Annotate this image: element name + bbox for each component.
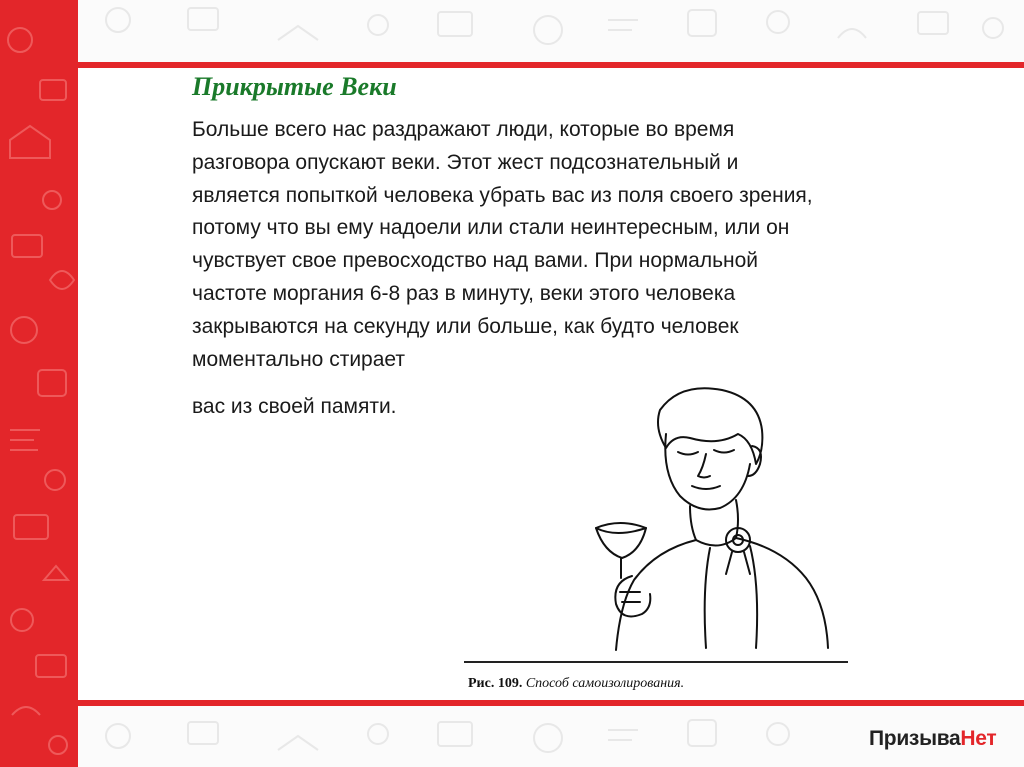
- header-doodles: [78, 0, 1024, 62]
- slide-title: Прикрытые Веки: [192, 72, 397, 101]
- doodle-pattern: [0, 0, 78, 767]
- man-with-glass-illustration: [560, 380, 860, 660]
- caption-number: Рис. 109.: [468, 676, 523, 691]
- caption-description: Способ самоизолирования.: [525, 676, 685, 691]
- left-decorative-strip: [0, 0, 78, 767]
- figure-caption: [468, 676, 684, 692]
- logo-part-2: Нет: [960, 727, 997, 750]
- brand-logo: [869, 727, 996, 751]
- slide-body-tail: вас из своей памяти.: [192, 395, 397, 418]
- figure-rule: [464, 661, 848, 663]
- header-pattern-band: [78, 0, 1024, 62]
- logo-part-1: Призыва: [869, 727, 961, 750]
- top-red-rule: [78, 62, 1024, 68]
- slide-body-text: Больше всего нас раздражают люди, которые во время разговора опускают веки. Этот жест подсознательный и является попыткой человека убрать вас из поля своего зрения, потому что вы ему надоели или стали неинтересным, или он чувствует свое превосходство над вами. При нормальной частоте моргания 6-8 раз в минуту, веки этого человека закрываются на секунду или больше, как будто человек моментально стирает: [192, 118, 813, 371]
